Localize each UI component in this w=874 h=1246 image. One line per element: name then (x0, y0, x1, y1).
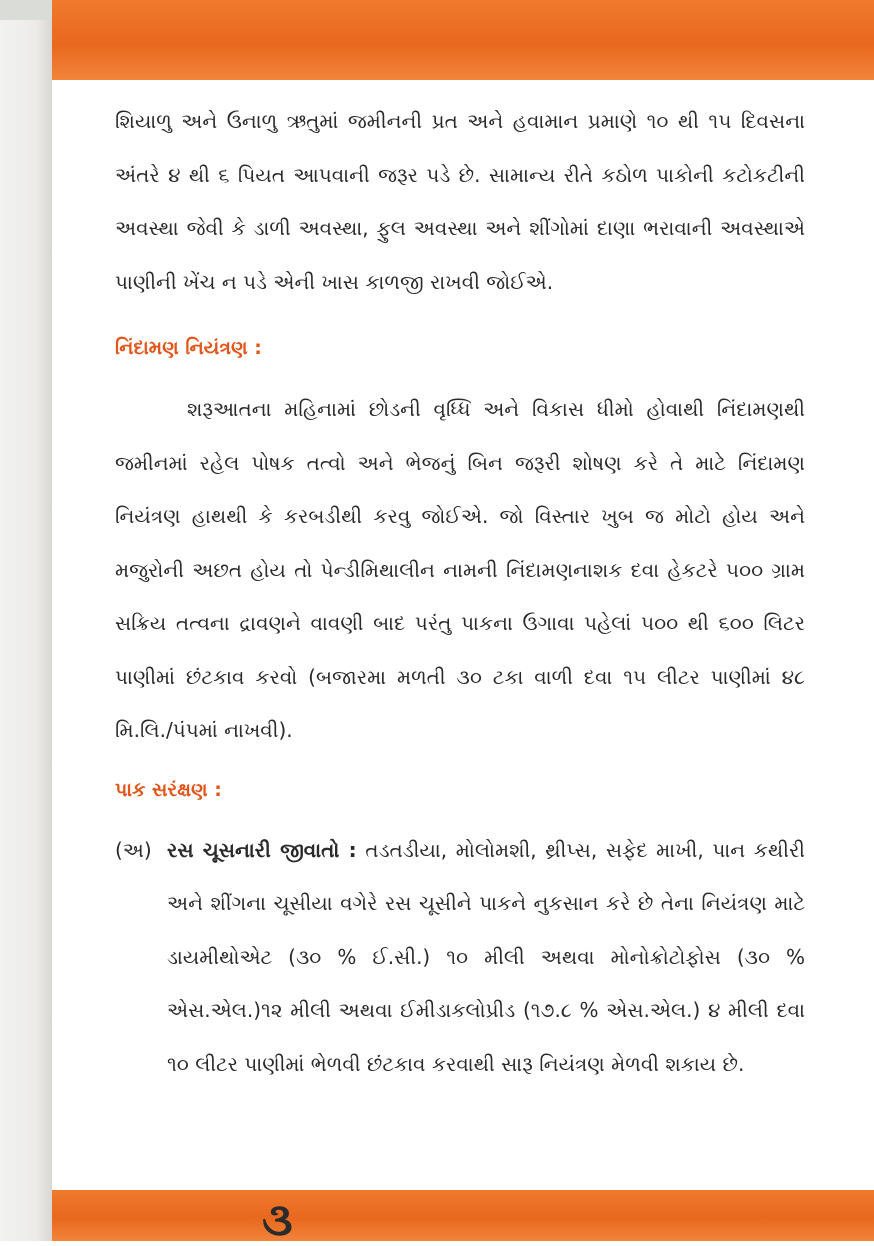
page-content (115, 95, 805, 1091)
list-item-title: રસ ચૂસનારી જીવાતો : (167, 837, 357, 862)
list-item-label: (અ) (115, 837, 152, 862)
list-item-text: તડતડીયા, મોલોમશી, થ્રીપ્સ, સફેદ માખી, પાન કથીરી અને શીંગના ચૂસીયા વગેરે રસ ચૂસીને પાકને નુકસાન કરે છે તેના નિયંત્રણ માટે ડાયમીથોએટ (૩૦ % ઈ.સી.) ૧૦ મીલી અથવા મોનોક્રોટોફોસ (૩૦ % એસ.એલ.)૧૨ મીલી અથવા ઈમીડાકલોપ્રીડ (૧૭.૮ % એસ.એલ.) ૪ મીલી દવા ૧૦ લીટર પાણીમાં ભેળવી છંટકાવ કરવાથી સારૂ નિયંત્રણ મેળવી શકાય છે. (167, 837, 806, 1076)
top-orange-band (52, 0, 874, 80)
binding-edge (0, 0, 52, 1241)
crop-protection-heading: પાક સરંક્ષણ : (115, 778, 222, 801)
list-item-sucking-pests (115, 824, 805, 1092)
weed-control-heading: નિંદામણ નિયંત્રણ : (115, 337, 262, 359)
list-item-body (167, 824, 805, 1092)
binding-corner (0, 0, 52, 20)
weed-control-paragraph: શરૂઆતના મહિનામાં છોડની વૃધ્ધિ અને વિકાસ ધીમો હોવાથી નિંદામણથી જમીનમાં રહેલ પોષક તત્વો અને ભેજનું બિન જરૂરી શોષણ કરે તે માટે નિંદામણ નિયંત્રણ હાથથી કે કરબડીથી કરવુ જોઈએ. જો વિસ્તાર ખુબ જ મોટો હોય અને મજુરોની અછત હોય તો પેન્ડીમિથાલીન નામની નિંદામણનાશક દવા હેકટરે ૫૦૦ ગ્રામ સક્રિય તત્વના દ્રાવણને વાવણી બાદ પરંતુ પાકના ઉગાવા પહેલાં ૫૦૦ થી ૬૦૦ લિટર પાણીમાં છંટકાવ કરવો (બજારમા મળતી ૩૦ ટકા વાળી દવા ૧૫ લીટર પાણીમાં ૪૮ મિ.લિ./પંપમાં નાખવી). (115, 397, 805, 742)
irrigation-paragraph: શિયાળુ અને ઉનાળુ ઋતુમાં જમીનની પ્રત અને હવામાન પ્રમાણે ૧૦ થી ૧૫ દિવસના અંતરે ૪ થી ૬ પિયત આપવાની જરૂર પડે છે. સામાન્ય રીતે કઠોળ પાકોની કટોકટીની અવસ્થા જેવી કે ડાળી અવસ્થા, ફુલ અવસ્થા અને શીંગોમાં દાણા ભરાવાની અવસ્થાએ પાણીની ખેંચ ન પડે એની ખાસ કાળજી રાખવી જોઈએ. (115, 109, 805, 294)
page-number: ૩ (262, 1192, 293, 1246)
bottom-orange-band (52, 1190, 874, 1246)
